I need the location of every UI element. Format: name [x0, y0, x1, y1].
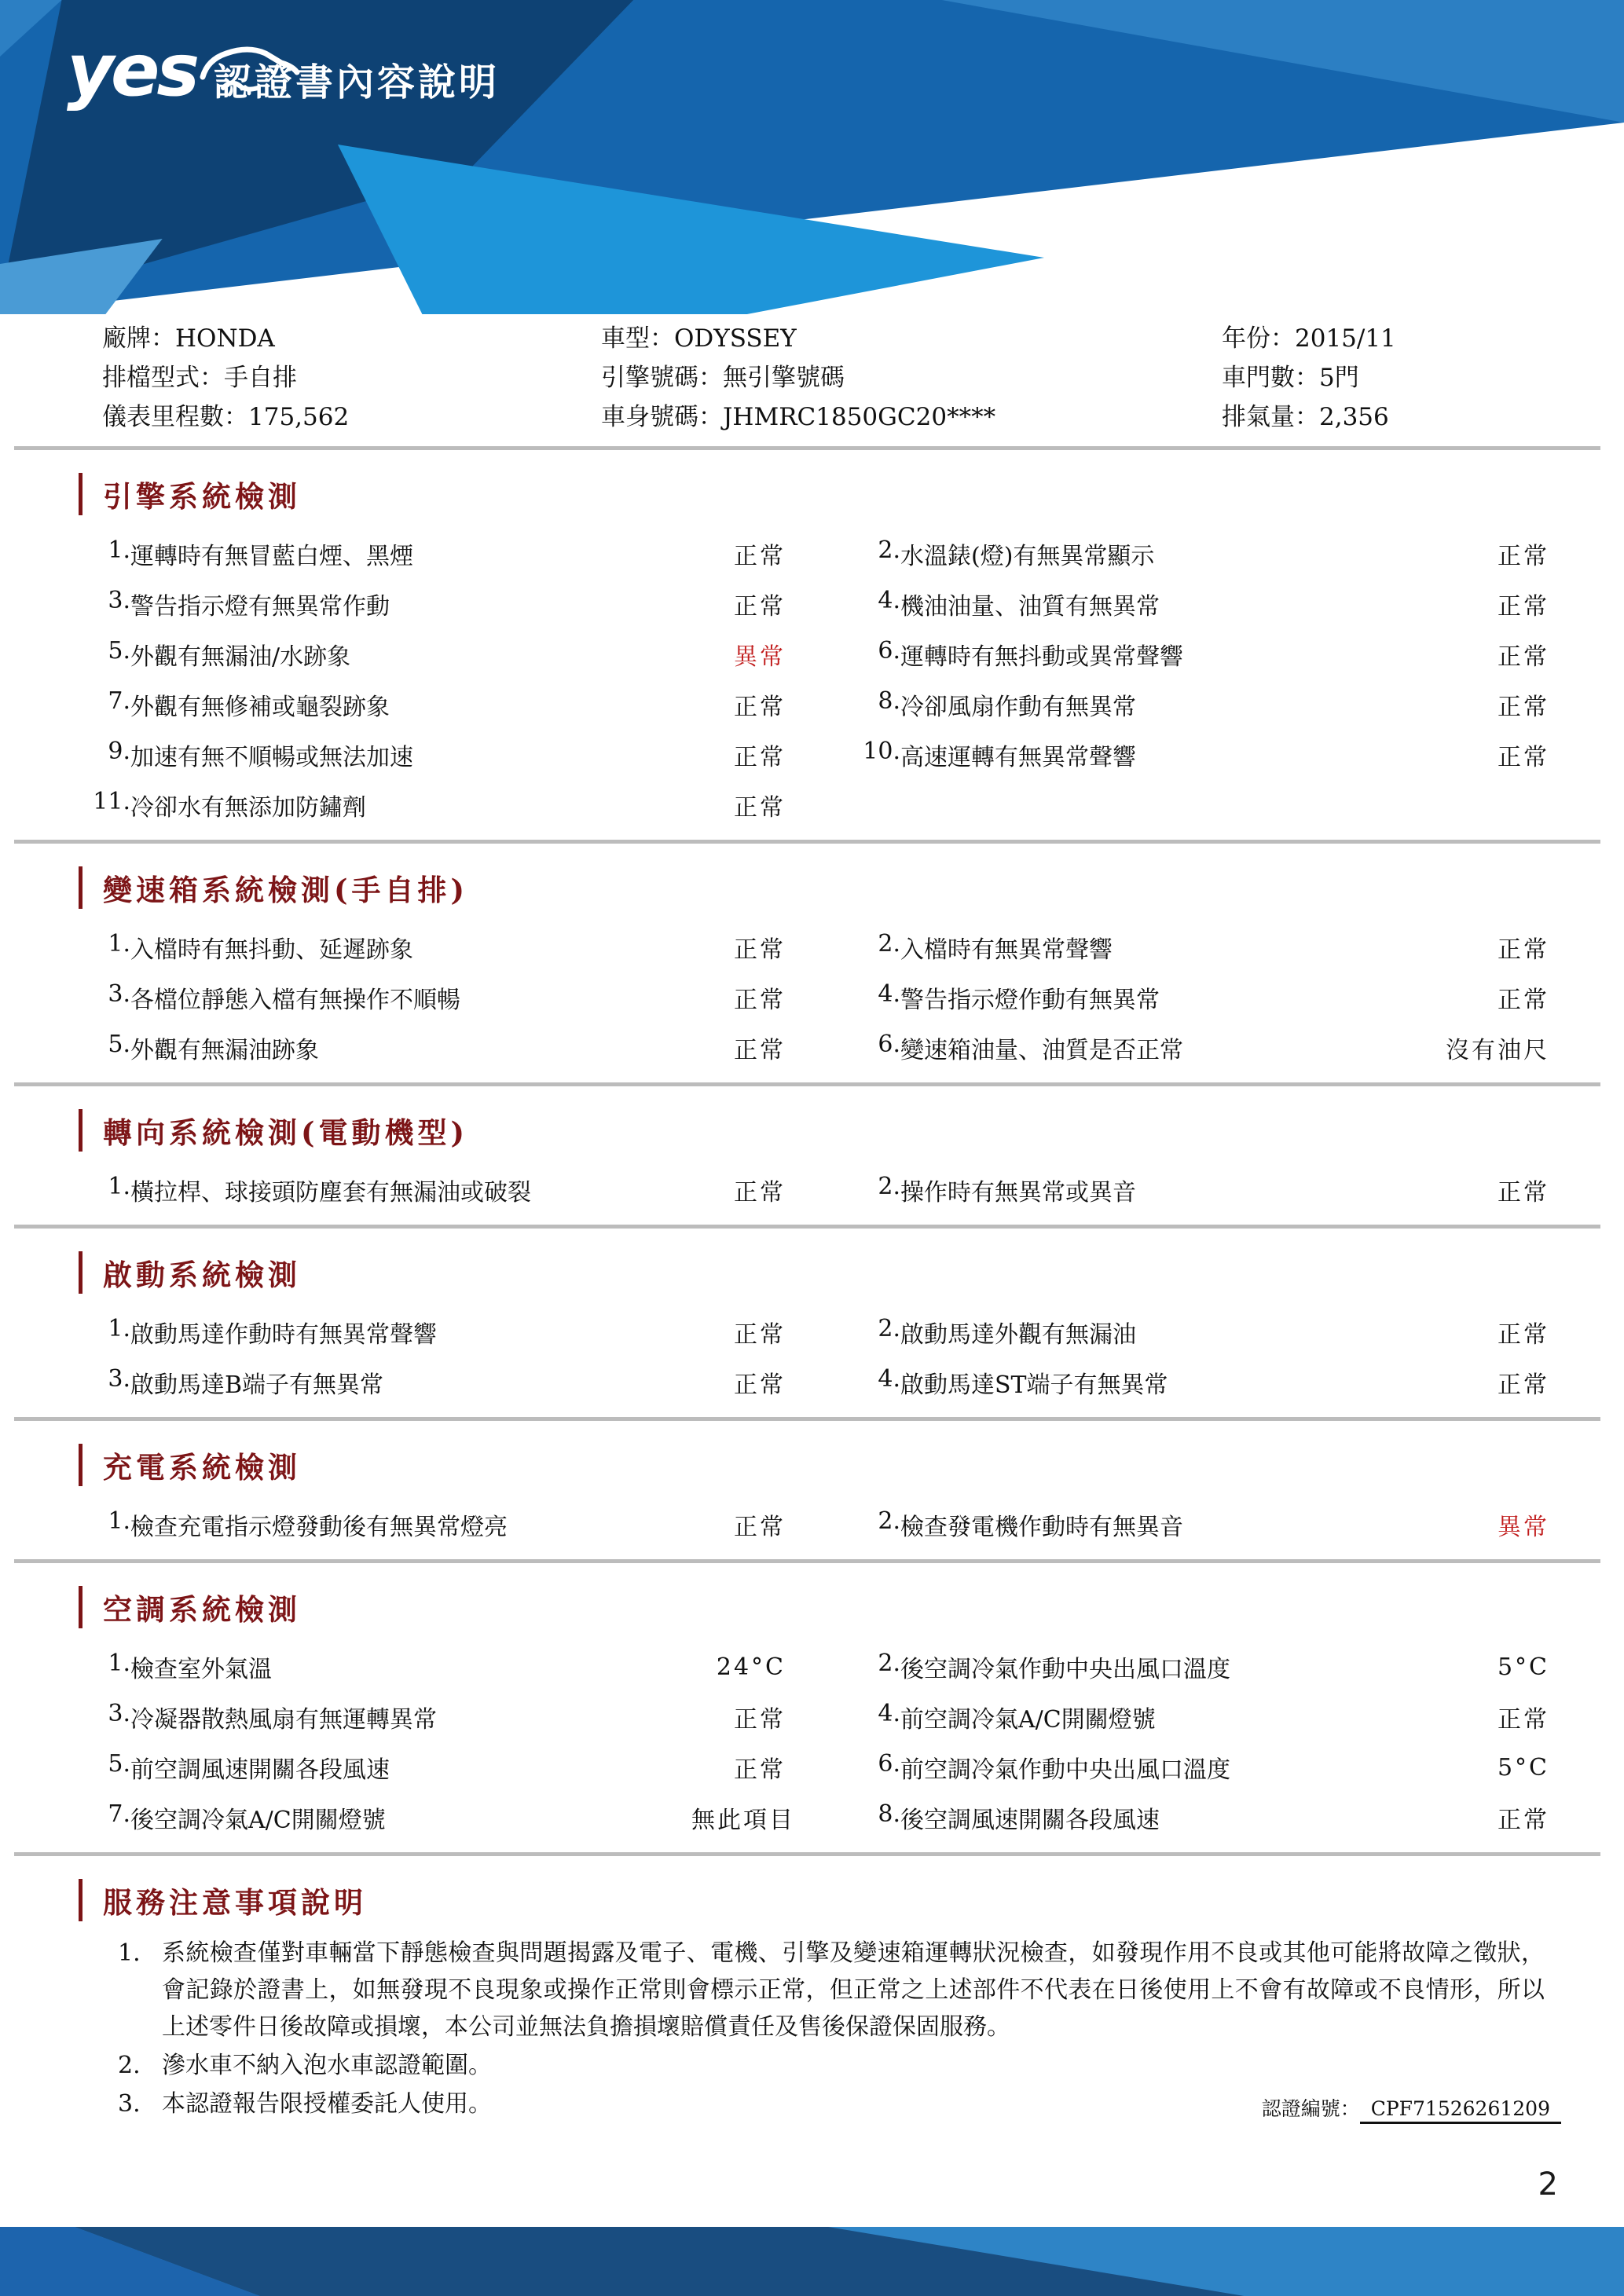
- inspection-item: 3. 冷凝器散熱風扇有無運轉異常: [108, 1700, 437, 1734]
- divider: [14, 1559, 1600, 1563]
- section-accent-bar: [79, 1879, 82, 1921]
- inspection-item: 1. 啟動馬達作動時有無異常聲響: [108, 1315, 437, 1349]
- inspection-item: 3. 啟動馬達B端子有無異常: [108, 1365, 384, 1399]
- section-starter: [0, 1247, 1624, 1421]
- inspection-status: 正常: [734, 593, 786, 621]
- inspection-item: 10. 高速運轉有無異常聲響: [863, 738, 1136, 771]
- inspection-status: 5°C: [1497, 1653, 1549, 1681]
- inspection-item: 4. 機油油量、油質有無異常: [878, 587, 1160, 621]
- info-field-brand: 廠牌：HONDA: [102, 324, 275, 353]
- inspection-status: 正常: [734, 794, 786, 822]
- info-field-doors: 車門數：5門: [1222, 364, 1359, 392]
- inspection-item: 1. 檢查充電指示燈發動後有無異常燈亮: [108, 1507, 508, 1541]
- inspection-item: 2. 水溫錶(燈)有無異常顯示: [878, 536, 1155, 570]
- info-field-engine-no: 引擎號碼：無引擎號碼: [601, 364, 845, 392]
- inspection-row: [86, 679, 1549, 730]
- section-aircon: [0, 1582, 1624, 1856]
- vehicle-info: [0, 319, 1624, 437]
- cert-number-label: 認證編號：: [1261, 2097, 1360, 2120]
- inspection-item: 4. 前空調冷氣A/C開關燈號: [878, 1700, 1156, 1734]
- inspection-status: 正常: [1498, 1371, 1549, 1399]
- inspection-item: 8. 後空調風速開關各段風速: [878, 1800, 1160, 1834]
- info-field-year: 年份：2015/11: [1222, 324, 1396, 353]
- inspection-item: 3. 警告指示燈有無異常作動: [108, 587, 390, 621]
- inspection-status: 正常: [734, 1514, 786, 1541]
- inspection-status: 正常: [1498, 987, 1549, 1014]
- inspection-item: 1. 運轉時有無冒藍白煙、黑煙: [108, 536, 413, 570]
- inspection-item: 6. 前空調冷氣作動中央出風口溫度: [878, 1750, 1230, 1784]
- section-title: 轉向系統檢測(電動機型): [103, 1115, 469, 1150]
- inspection-row: [86, 1023, 1549, 1073]
- section-accent-bar: [79, 866, 82, 909]
- inspection-status: 正常: [734, 987, 786, 1014]
- inspection-status: 正常: [734, 694, 786, 721]
- inspection-row: [86, 780, 1549, 830]
- section-title: 充電系統檢測: [103, 1450, 301, 1485]
- inspection-status: 正常: [734, 1706, 786, 1734]
- inspection-item: 4. 警告指示燈作動有無異常: [878, 980, 1160, 1014]
- inspection-row: [86, 1357, 1549, 1408]
- inspection-row: [86, 1642, 1549, 1692]
- inspection-row: [86, 1742, 1549, 1792]
- inspection-status: 正常: [1498, 744, 1549, 771]
- inspection-row: [86, 922, 1549, 972]
- inspection-status: 正常: [734, 543, 786, 570]
- inspection-item: 2. 啟動馬達外觀有無漏油: [878, 1315, 1136, 1349]
- divider: [14, 1852, 1600, 1856]
- section-title: 空調系統檢測: [103, 1592, 301, 1627]
- inspection-status: 正常: [734, 1037, 786, 1064]
- cert-number-value: CPF71526261209: [1360, 2097, 1561, 2124]
- info-field-mileage: 儀表里程數：175,562: [102, 403, 350, 431]
- inspection-item: 3. 各檔位靜態入檔有無操作不順暢: [108, 980, 460, 1014]
- inspection-row: [86, 1500, 1549, 1550]
- inspection-status: 正常: [1498, 593, 1549, 621]
- inspection-item: 5. 前空調風速開關各段風速: [108, 1750, 390, 1784]
- inspection-item: 6. 變速箱油量、油質是否正常: [878, 1031, 1183, 1064]
- inspection-item: 6. 運轉時有無抖動或異常聲響: [878, 637, 1183, 671]
- inspection-item: 1. 檢查室外氣溫: [108, 1650, 272, 1683]
- inspection-item: 1. 橫拉桿、球接頭防塵套有無漏油或破裂: [108, 1173, 531, 1207]
- divider: [14, 840, 1600, 844]
- inspection-status: 異常: [1498, 1514, 1549, 1541]
- section-steering: [0, 1105, 1624, 1229]
- section-service-notes: [0, 1875, 1624, 2122]
- inspection-item: 8. 冷卻風扇作動有無異常: [878, 687, 1136, 721]
- divider: [14, 1225, 1600, 1229]
- note-item: 3. 本認證報告限授權委託人使用。 認證編號： CPF71526261209: [118, 2085, 1569, 2122]
- section-title: 服務注意事項說明: [103, 1885, 367, 1920]
- divider: [14, 1417, 1600, 1421]
- inspection-item: 5. 外觀有無漏油跡象: [108, 1031, 319, 1064]
- section-accent-bar: [79, 1444, 82, 1486]
- inspection-status: 正常: [1498, 643, 1549, 671]
- section-rows: [0, 1307, 1624, 1408]
- yes-logo-text: yes: [67, 28, 197, 112]
- inspection-status: 正常: [734, 936, 786, 964]
- divider: [14, 1082, 1600, 1086]
- section-rows: [0, 529, 1624, 830]
- section-accent-bar: [79, 1109, 82, 1152]
- inspection-row: [86, 972, 1549, 1023]
- inspection-item: 4. 啟動馬達ST端子有無異常: [878, 1365, 1168, 1399]
- page-title: 認證書內容說明: [214, 60, 500, 104]
- note-item: 1. 系統檢查僅對車輛當下靜態檢查與問題揭露及電子、電機、引擎及變速箱運轉狀況檢查，如發現作用不良或其他可能將故障之徵狀，會記錄於證書上，如無發現不良現象或操作正常則會標示正常，但正常之上述部件不代表在日後使用上不會有故障或不良情形，所以上述零件日後故障或損壞，本公司並無法負擔損壞賠償責任及售後保證保固服務。: [118, 1939, 1545, 2041]
- inspection-item: 2. 操作時有無異常或異音: [878, 1173, 1136, 1207]
- section-charging: [0, 1440, 1624, 1563]
- inspection-item: 2. 後空調冷氣作動中央出風口溫度: [878, 1650, 1230, 1683]
- section-rows: [0, 1165, 1624, 1215]
- section-header: [0, 862, 1624, 913]
- note-item: 2. 滲水車不納入泡水車認證範圍。: [118, 2052, 492, 2079]
- section-accent-bar: [79, 1251, 82, 1294]
- inspection-status: 沒有油尺: [1446, 1037, 1549, 1064]
- inspection-item: 7. 外觀有無修補或龜裂跡象: [108, 687, 390, 721]
- inspection-status: 正常: [1498, 936, 1549, 964]
- inspection-status: 正常: [734, 1756, 786, 1784]
- section-engine: [0, 469, 1624, 844]
- inspection-status: 正常: [1498, 543, 1549, 570]
- inspection-status: 正常: [1498, 694, 1549, 721]
- inspection-row: [86, 1692, 1549, 1742]
- inspection-row: [86, 1792, 1549, 1843]
- header-banner: [0, 0, 1624, 314]
- inspection-status: 5°C: [1497, 1753, 1549, 1782]
- section-header: [0, 1247, 1624, 1298]
- inspection-item: 7. 後空調冷氣A/C開關燈號: [108, 1800, 386, 1834]
- inspection-status: 正常: [1498, 1807, 1549, 1834]
- section-header: [0, 1582, 1624, 1632]
- inspection-row: [86, 1165, 1549, 1215]
- section-header: [0, 469, 1624, 519]
- section-rows: [0, 1642, 1624, 1843]
- inspection-status: 正常: [734, 1371, 786, 1399]
- inspection-item: 2. 入檔時有無異常聲響: [878, 930, 1113, 964]
- inspection-item: 9. 加速有無不順暢或無法加速: [108, 738, 413, 771]
- section-accent-bar: [79, 473, 82, 515]
- inspection-status: 正常: [734, 1321, 786, 1349]
- cert-number-line: [1262, 2090, 1561, 2127]
- footer-band: [0, 2227, 1624, 2296]
- inspection-item: 1. 入檔時有無抖動、延遲跡象: [108, 930, 413, 964]
- page-number: 2: [1538, 2166, 1558, 2203]
- inspection-row: [86, 730, 1549, 780]
- divider: [14, 446, 1600, 450]
- info-field-vin: 車身號碼：JHMRC1850GC20****: [601, 403, 996, 431]
- section-header: [0, 1105, 1624, 1155]
- section-title: 變速箱系統檢測(手自排): [103, 873, 469, 907]
- section-transmission: [0, 862, 1624, 1086]
- section-accent-bar: [79, 1586, 82, 1628]
- inspection-item: 11. 冷卻水有無添加防鏽劑: [93, 788, 366, 822]
- inspection-status: 正常: [1498, 1321, 1549, 1349]
- notes-list: [0, 1935, 1624, 2122]
- section-title: 引擎系統檢測: [103, 479, 301, 514]
- info-field-transmission: 排檔型式：手自排: [102, 364, 297, 392]
- section-title: 啟動系統檢測: [103, 1258, 301, 1292]
- inspection-row: [86, 1307, 1549, 1357]
- section-header: [0, 1875, 1624, 1925]
- section-header: [0, 1440, 1624, 1490]
- inspection-row: [86, 529, 1549, 579]
- inspection-item: 2. 檢查發電機作動時有無異音: [878, 1507, 1183, 1541]
- inspection-status: 正常: [734, 1179, 786, 1207]
- inspection-status: 異常: [734, 643, 786, 671]
- inspection-item: 5. 外觀有無漏油/水跡象: [108, 637, 351, 671]
- inspection-status: 24°C: [716, 1653, 786, 1681]
- inspection-status: 正常: [1498, 1179, 1549, 1207]
- inspection-status: 無此項目: [691, 1807, 795, 1834]
- info-field-model: 車型：ODYSSEY: [601, 324, 797, 353]
- inspection-row: [86, 579, 1549, 629]
- section-rows: [0, 922, 1624, 1073]
- inspection-row: [86, 629, 1549, 679]
- inspection-status: 正常: [1498, 1706, 1549, 1734]
- info-field-displacement: 排氣量：2,356: [1222, 403, 1389, 431]
- inspection-status: 正常: [734, 744, 786, 771]
- section-rows: [0, 1500, 1624, 1550]
